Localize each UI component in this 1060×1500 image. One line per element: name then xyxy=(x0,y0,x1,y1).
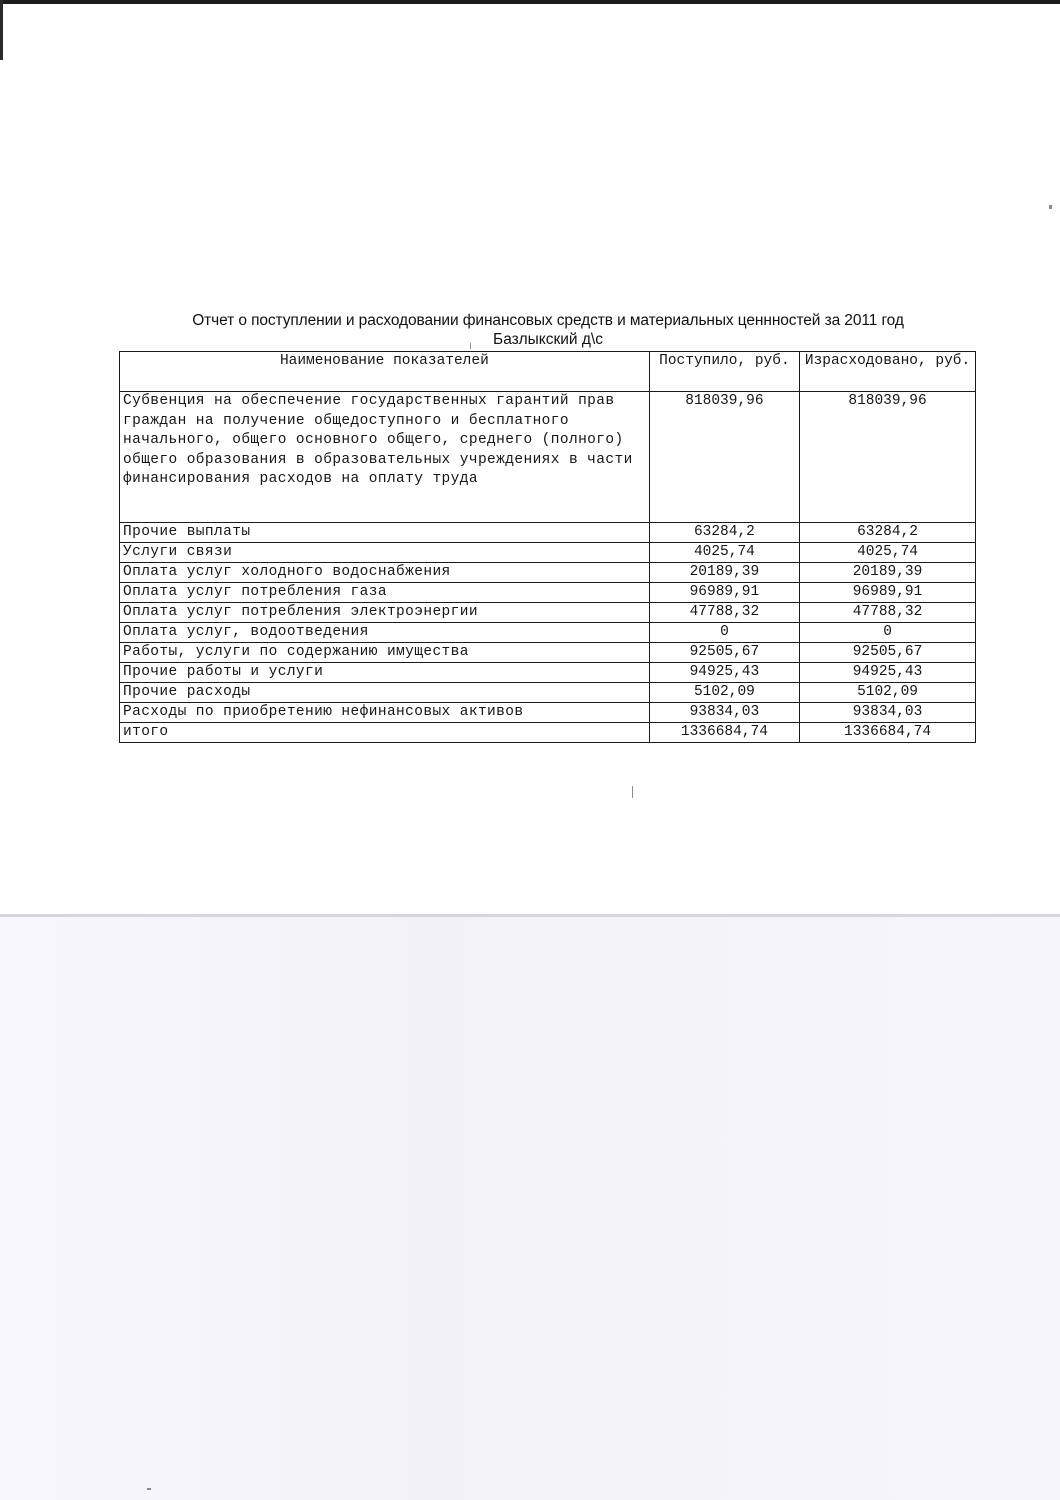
table-row xyxy=(120,683,976,703)
row-name: Услуги связи xyxy=(120,543,650,563)
header-received: Поступило, руб. xyxy=(649,352,799,392)
row-spent: 94925,43 xyxy=(800,663,976,683)
row-spent: 47788,32 xyxy=(800,603,976,623)
row-received: 5102,09 xyxy=(649,683,799,703)
row-received: 63284,2 xyxy=(649,523,799,543)
row-name: Оплата услуг потребления электроэнергии xyxy=(120,603,650,623)
row-name: Оплата услуг, водоотведения xyxy=(120,623,650,643)
row-name: Субвенция на обеспечение государственных гарантий прав граждан на получение общедоступного и бесплатного начального, общего основного общего, среднего (полного) общего образования в образовательных учреждениях в части финансирования расходов на оплату труда xyxy=(120,392,650,523)
document-title: Отчет о поступлении и расходовании финансовых средств и материальных ценнностей за 2011 год xyxy=(192,312,904,329)
row-spent: 0 xyxy=(800,623,976,643)
row-name: Оплата услуг холодного водоснабжения xyxy=(120,563,650,583)
row-spent: 4025,74 xyxy=(800,543,976,563)
row-spent: 92505,67 xyxy=(800,643,976,663)
scan-speck xyxy=(632,786,633,798)
row-received: 0 xyxy=(649,623,799,643)
table-row xyxy=(120,623,976,643)
scan-edge-left xyxy=(0,0,3,60)
table-row xyxy=(120,392,976,523)
table-row xyxy=(120,703,976,723)
document-subtitle: Базлыкский д\с xyxy=(493,331,603,348)
row-name: Работы, услуги по содержанию имущества xyxy=(120,643,650,663)
table-row xyxy=(120,543,976,563)
header-name: Наименование показателей xyxy=(120,352,650,392)
scan-speck xyxy=(1049,205,1052,209)
table-row xyxy=(120,663,976,683)
row-received: 4025,74 xyxy=(649,543,799,563)
row-spent: 5102,09 xyxy=(800,683,976,703)
row-name: Прочие расходы xyxy=(120,683,650,703)
table-row xyxy=(120,603,976,623)
row-spent: 93834,03 xyxy=(800,703,976,723)
row-received: 92505,67 xyxy=(649,643,799,663)
row-spent: 818039,96 xyxy=(800,392,976,523)
row-name: итого xyxy=(120,723,650,743)
row-name: Оплата услуг потребления газа xyxy=(120,583,650,603)
row-received: 93834,03 xyxy=(649,703,799,723)
table-row xyxy=(120,523,976,543)
report-table xyxy=(119,351,976,743)
scan-speck xyxy=(147,1488,151,1490)
row-spent: 96989,91 xyxy=(800,583,976,603)
scanner-background xyxy=(0,917,1060,1500)
row-name: Прочие работы и услуги xyxy=(120,663,650,683)
row-received: 94925,43 xyxy=(649,663,799,683)
table-header-row xyxy=(120,352,976,392)
row-name: Расходы по приобретению нефинансовых активов xyxy=(120,703,650,723)
row-received: 47788,32 xyxy=(649,603,799,623)
table-row xyxy=(120,563,976,583)
row-received: 1336684,74 xyxy=(649,723,799,743)
row-received: 818039,96 xyxy=(649,392,799,523)
row-spent: 1336684,74 xyxy=(800,723,976,743)
row-received: 96989,91 xyxy=(649,583,799,603)
table-row-total xyxy=(120,723,976,743)
scan-edge-top xyxy=(0,0,1060,4)
row-received: 20189,39 xyxy=(649,563,799,583)
row-name: Прочие выплаты xyxy=(120,523,650,543)
row-spent: 63284,2 xyxy=(800,523,976,543)
table-row xyxy=(120,583,976,603)
header-spent: Израсходовано, руб. xyxy=(800,352,976,392)
row-spent: 20189,39 xyxy=(800,563,976,583)
table-row xyxy=(120,643,976,663)
